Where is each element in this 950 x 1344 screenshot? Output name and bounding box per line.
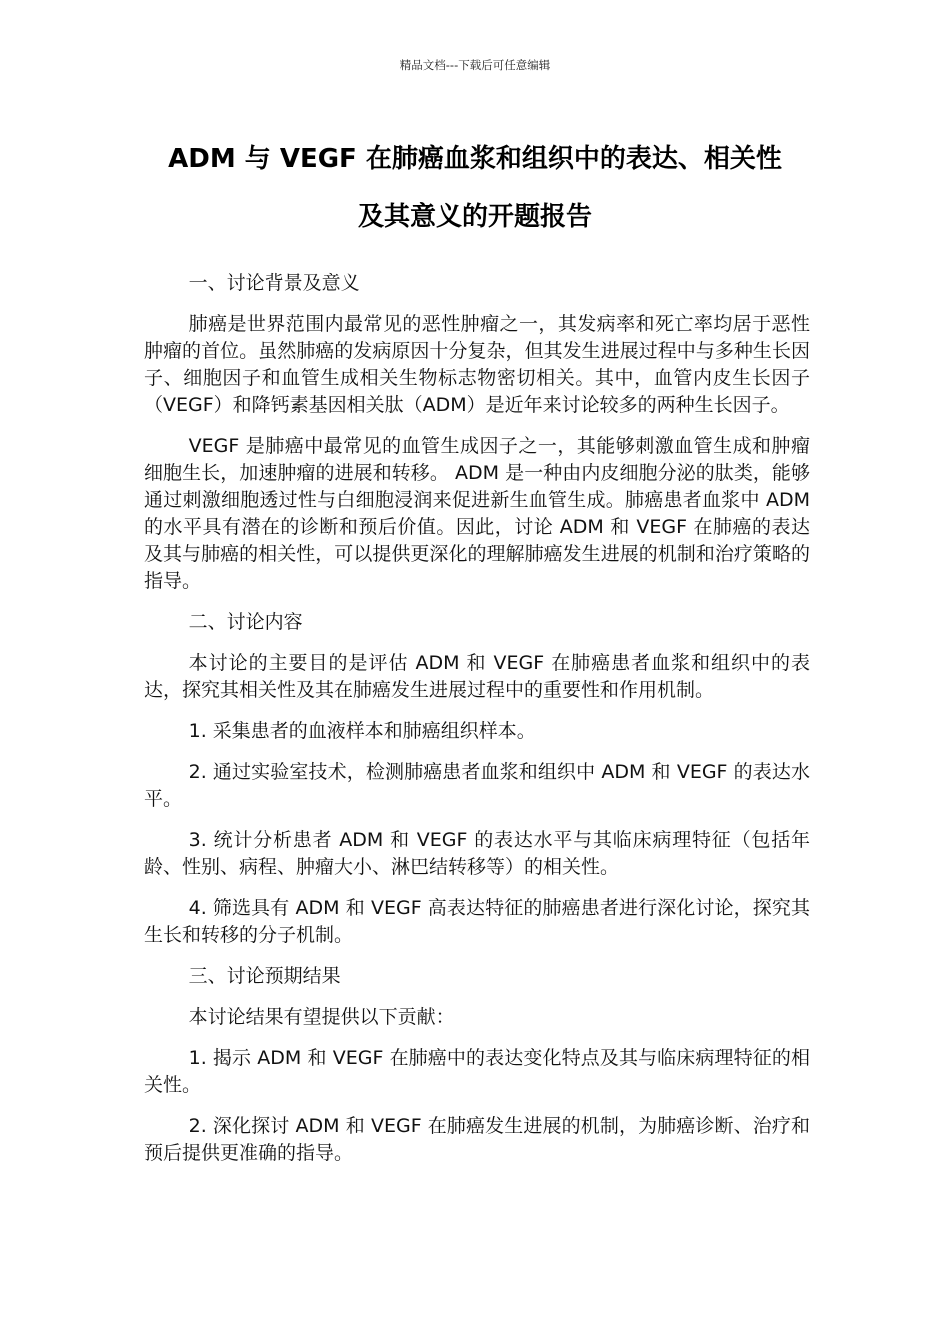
section-heading-results: 三、讨论预期结果 <box>188 965 341 987</box>
page-header-note: 精品文档---下载后可任意编辑 <box>399 58 551 72</box>
paragraph-background-2: VEGF 是肺癌中最常见的血管生成因子之一，其能够刺激血管生成和肿瘤细胞生长，加速肿瘤的进展和转移。 ADM 是一种由内皮细胞分泌的肽类，能够通过刺激细胞透过性与白细胞浸润来促进新生血管生成。肺癌患者血浆中 ADM 的水平具有潜在的诊断和预后价值。因此，讨论 ADM 和 VEGF 在肺癌的表达及其与肺癌的相关性，可以提供更深化的理解肺癌发生进展的机制和治疗策略的指导。 <box>144 435 810 592</box>
list-item-results-2: 2. 深化探讨 ADM 和 VEGF 在肺癌发生进展的机制，为肺癌诊断、治疗和预后提供更准确的指导。 <box>144 1115 810 1164</box>
list-item-results-1: 1. 揭示 ADM 和 VEGF 在肺癌中的表达变化特点及其与临床病理特征的相关性。 <box>144 1047 810 1096</box>
list-item-content-2: 2. 通过实验室技术，检测肺癌患者血浆和组织中 ADM 和 VEGF 的表达水平。 <box>144 761 810 810</box>
title-line-1: ADM 与 VEGF 在肺癌血浆和组织中的表达、相关性 <box>168 144 782 174</box>
section-heading-background: 一、讨论背景及意义 <box>188 272 360 294</box>
document-title <box>140 130 810 246</box>
list-item-content-3: 3. 统计分析患者 ADM 和 VEGF 的表达水平与其临床病理特征（包括年龄、性别、病程、肿瘤大小、淋巴结转移等）的相关性。 <box>144 829 810 878</box>
paragraph-background-1: 肺癌是世界范围内最常见的恶性肿瘤之一，其发病率和死亡率均居于恶性肿瘤的首位。虽然肺癌的发病原因十分复杂，但其发生进展过程中与多种生长因子、细胞因子和血管生成相关生物标志物密切相关。其中，血管内皮生长因子（VEGF）和降钙素基因相关肽（ADM）是近年来讨论较多的两种生长因子。 <box>144 313 810 416</box>
document-body <box>144 270 810 1181</box>
list-item-content-4: 4. 筛选具有 ADM 和 VEGF 高表达特征的肺癌患者进行深化讨论，探究其生长和转移的分子机制。 <box>144 897 810 946</box>
paragraph-results-intro: 本讨论结果有望提供以下贡献： <box>188 1006 455 1028</box>
paragraph-content-intro: 本讨论的主要目的是评估 ADM 和 VEGF 在肺癌患者血浆和组织中的表达，探究其相关性及其在肺癌发生进展过程中的重要性和作用机制。 <box>144 652 810 701</box>
title-line-2: 及其意义的开题报告 <box>357 202 592 232</box>
section-heading-content: 二、讨论内容 <box>188 611 303 633</box>
list-item-content-1: 1. 采集患者的血液样本和肺癌组织样本。 <box>188 720 536 742</box>
